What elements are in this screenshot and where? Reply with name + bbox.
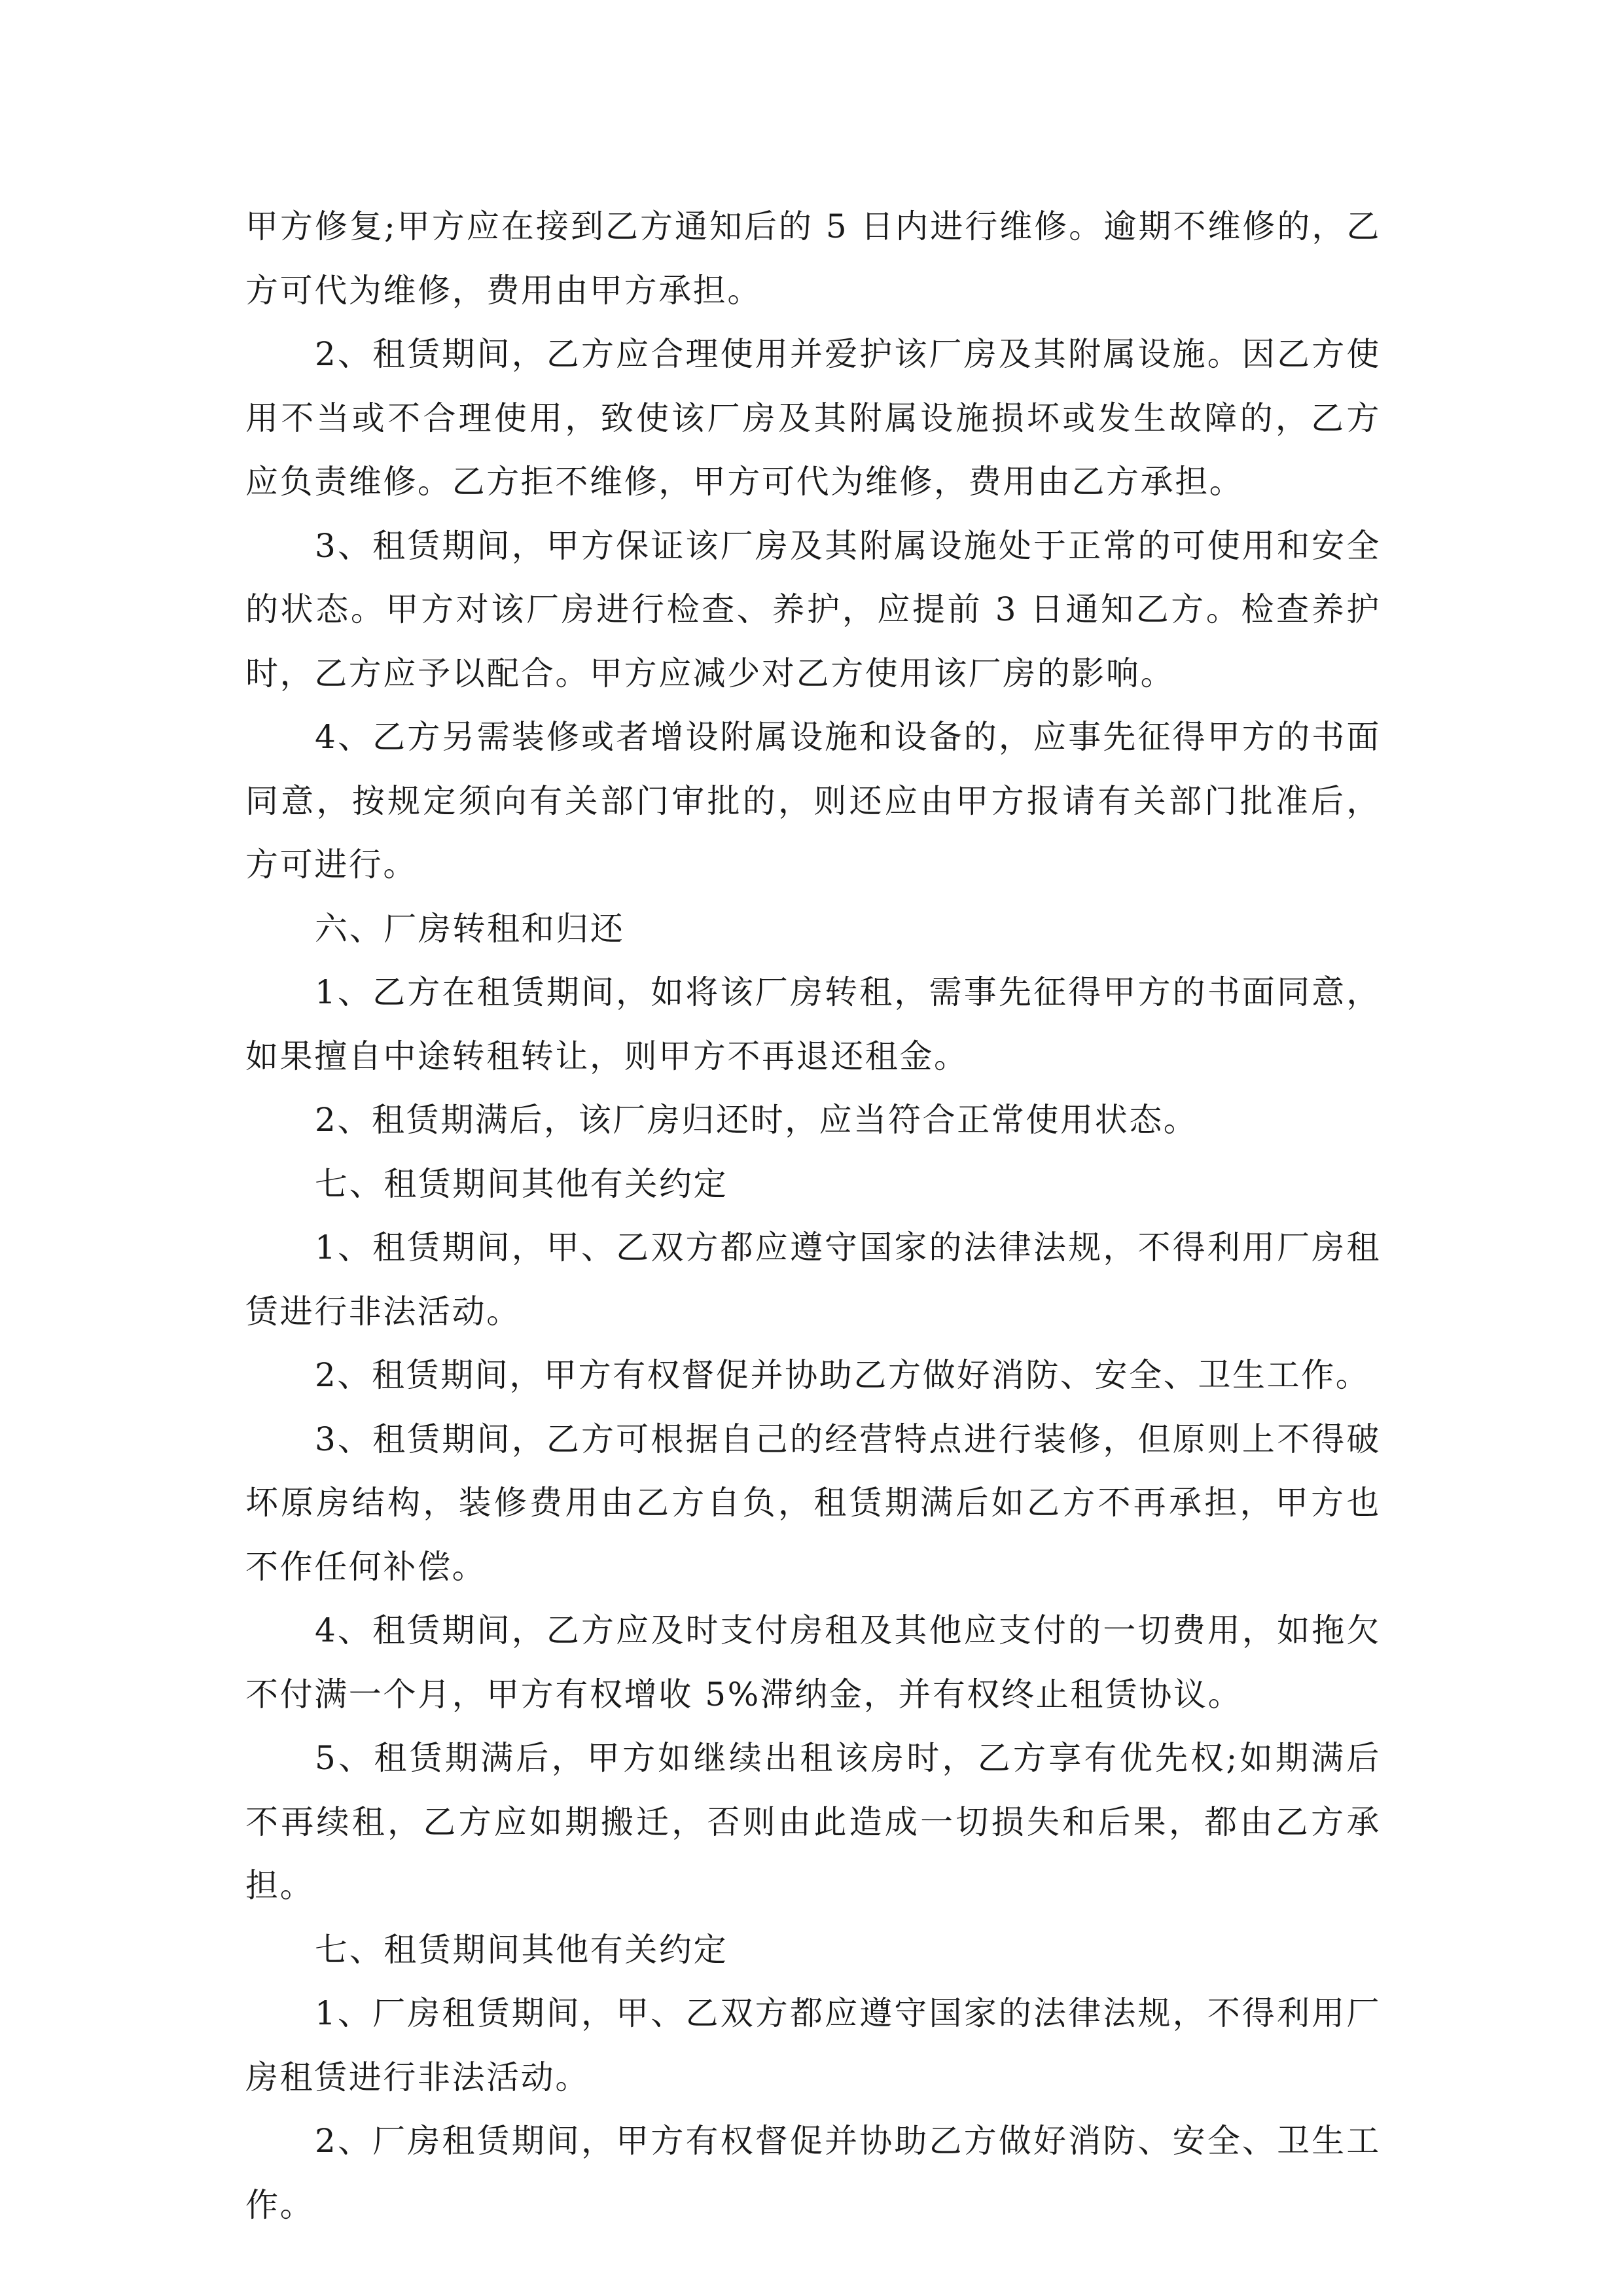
section-heading-6: 六、厂房转租和归还 <box>315 909 625 948</box>
paragraph-clause-5-2: 2、租赁期间，乙方应合理使用并爱护该厂房及其附属设施。因乙方使用不当或不合理使用，致使该厂房及其附属设施损坏或发生故障的，乙方应负责维修。乙方拒不维修，甲方可代为维修，费用由乙方承担。 <box>245 335 1381 501</box>
paragraph-clause-6-1: 1、乙方在租赁期间，如将该厂房转租，需事先征得甲方的书面同意，如果擅自中途转租转让，则甲方不再退还租金。 <box>245 973 1381 1075</box>
paragraph-clause-7-2: 2、租赁期间，甲方有权督促并协助乙方做好消防、安全、卫生工作。 <box>315 1356 1370 1394</box>
paragraph-clause-6-2: 2、租赁期满后，该厂房归还时，应当符合正常使用状态。 <box>315 1101 1198 1139</box>
section-heading-7-repeat: 七、租赁期间其他有关约定 <box>315 1930 728 1969</box>
paragraph-clause-7b-2: 2、厂房租赁期间，甲方有权督促并协助乙方做好消防、安全、卫生工作。 <box>245 2122 1381 2224</box>
paragraph-clause-5-3: 3、租赁期间，甲方保证该厂房及其附属设施处于正常的可使用和安全的状态。甲方对该厂房进行检查、养护，应提前 3 日通知乙方。检查养护时，乙方应予以配合。甲方应减少对乙方使用该厂房的影响。 <box>245 526 1381 692</box>
paragraph-clause-7-3: 3、租赁期间，乙方可根据自己的经营特点进行装修，但原则上不得破坏原房结构，装修费用由乙方自负，租赁期满后如乙方不再承担，甲方也不作任何补偿。 <box>245 1420 1381 1586</box>
section-heading-7: 七、租赁期间其他有关约定 <box>315 1164 728 1203</box>
paragraph-clause-7-4: 4、租赁期间，乙方应及时支付房租及其他应支付的一切费用，如拖欠不付满一个月，甲方有权增收 5%滞纳金，并有权终止租赁协议。 <box>245 1611 1381 1713</box>
paragraph-clause-5-4: 4、乙方另需装修或者增设附属设施和设备的，应事先征得甲方的书面同意，按规定须向有关部门审批的，则还应由甲方报请有关部门批准后，方可进行。 <box>245 718 1381 884</box>
paragraph-clause-7-5: 5、租赁期满后，甲方如继续出租该房时，乙方享有优先权;如期满后不再续租，乙方应如期搬迁，否则由此造成一切损失和后果，都由乙方承担。 <box>245 1739 1381 1905</box>
paragraph-clause-7b-1: 1、厂房租赁期间，甲、乙双方都应遵守国家的法律法规，不得利用厂房租赁进行非法活动。 <box>245 1994 1381 2096</box>
paragraph-clause-7-1: 1、租赁期间，甲、乙双方都应遵守国家的法律法规，不得利用厂房租赁进行非法活动。 <box>245 1229 1381 1331</box>
document-body <box>245 195 1381 2237</box>
paragraph-continuation: 甲方修复;甲方应在接到乙方通知后的 5 日内进行维修。逾期不维修的，乙方可代为维修，费用由甲方承担。 <box>245 207 1381 310</box>
